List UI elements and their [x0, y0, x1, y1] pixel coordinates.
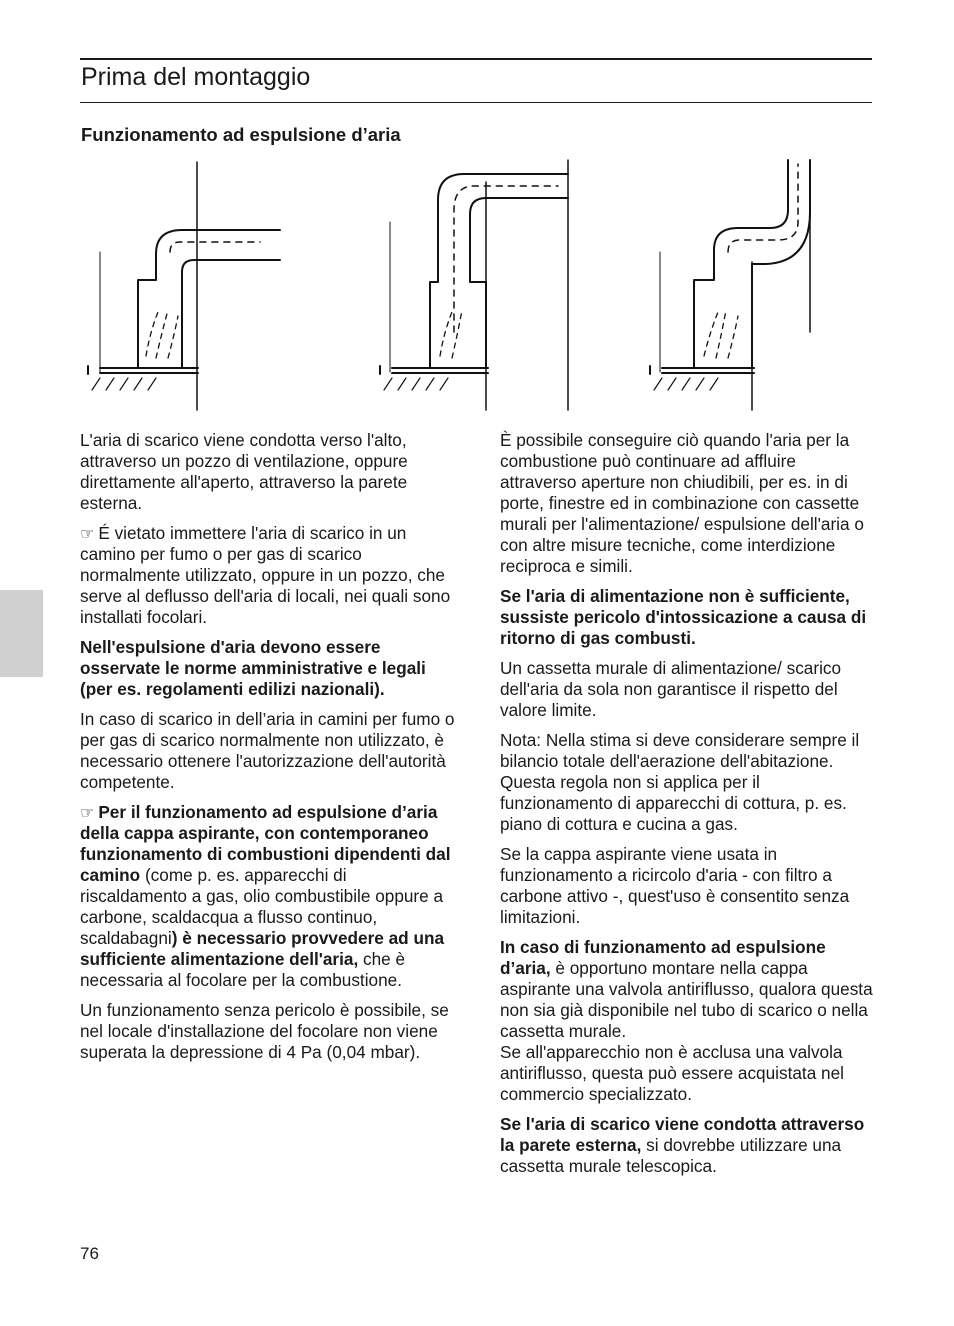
paragraph: Nota: Nella stima si deve considerare sempre il bilancio totale dell'aerazione dell'abitazione. Questa regola non si applica per il funzionamento di apparecchi di cottura, p. es. piano di cottura e cucina a gas. — [500, 730, 860, 834]
note-paragraph: ☞ Per il funzionamento ad espulsione d’aria della cappa aspirante, con contemporaneo funzionamento di combustioni dipendenti dal camino (come p. es. apparecchi di riscaldamento a gas, olio combustibile oppure a carbone, scaldacqua a flusso continuo, scaldabagni) è necessario provvedere ad una sufficiente alimentazione dell'aria, che è necessaria al focolare per la combustione. — [80, 802, 451, 990]
diagram-wall-exhaust — [88, 162, 280, 410]
pointing-hand-icon: ☞ — [80, 803, 95, 822]
right-column — [500, 430, 875, 1186]
paragraph: Se la cappa aspirante viene usata in funzionamento a ricircolo d'aria - con filtro a carbone attivo -, quest'uso è consentito senza limitazioni. — [500, 844, 850, 927]
installation-diagrams — [70, 152, 860, 414]
bold-paragraph: Nell'espulsione d'aria devono essere osservate le norme amministrative e legali (per es. regolamenti edilizi nazionali). — [80, 637, 426, 699]
diagram-shaft-exhaust — [380, 160, 568, 410]
page-number: 76 — [80, 1244, 99, 1263]
header-rule-bottom — [80, 102, 872, 103]
paragraph: In caso di scarico in dell’aria in camini per fumo o per gas di scarico normalmente non utilizzato, è necessario ottenere l'autorizzazione dell'autorità competente. — [80, 709, 455, 792]
side-tab-marker — [0, 590, 43, 677]
section-title: Funzionamento ad espulsione d’aria — [81, 124, 401, 145]
paragraph: Se l'aria di scarico viene condotta attraverso la parete esterna, si dovrebbe utilizzare una cassetta murale telescopica. — [500, 1114, 865, 1176]
header-rule-top — [80, 58, 872, 60]
paragraph: L'aria di scarico viene condotta verso l'alto, attraverso un pozzo di ventilazione, oppure direttamente all'aperto, attraverso la parete esterna. — [80, 430, 408, 513]
paragraph: In caso di funzionamento ad espulsione d’aria, è opportuno montare nella cappa aspirante una valvola antiriflusso, qualora questa non sia già disponibile nel tubo di scarico o nella cassetta murale. Se all'apparecchio non è acclusa una valvola antiriflusso, questa può essere acquistata nel commercio specializzato. — [500, 937, 873, 1104]
pointing-hand-icon: ☞ — [80, 524, 95, 543]
paragraph: È possibile conseguire ciò quando l'aria per la combustione può continuare ad affluire attraverso aperture non chiudibili, per es. in di porte, finestre ed in combinazione con cassette murali per l'alimentazione/ espulsione dell'aria o con altre misure tecniche, come interdizione reciproca e simili. — [500, 430, 864, 576]
paragraph: Un cassetta murale di alimentazione/ scarico dell'aria da sola non garantisce il rispetto del valore limite. — [500, 658, 842, 720]
diagram-vertical-exhaust — [650, 160, 810, 410]
bold-paragraph: Se l'aria di alimentazione non è sufficiente, sussiste pericolo d'intossicazione a causa di ritorno di gas combusti. — [500, 586, 867, 648]
left-column — [80, 430, 455, 1072]
page-title: Prima del montaggio — [81, 63, 311, 91]
note-paragraph: ☞ É vietato immettere l'aria di scarico in un camino per fumo o per gas di scarico normalmente utilizzato, oppure in un pozzo, che serve al deflusso dell'aria di locali, nei quali sono installati focolari. — [80, 523, 451, 627]
paragraph: Un funzionamento senza pericolo è possibile, se nel locale d'installazione del focolare non viene superata la depressione di 4 Pa (0,04 mbar). — [80, 1000, 449, 1062]
